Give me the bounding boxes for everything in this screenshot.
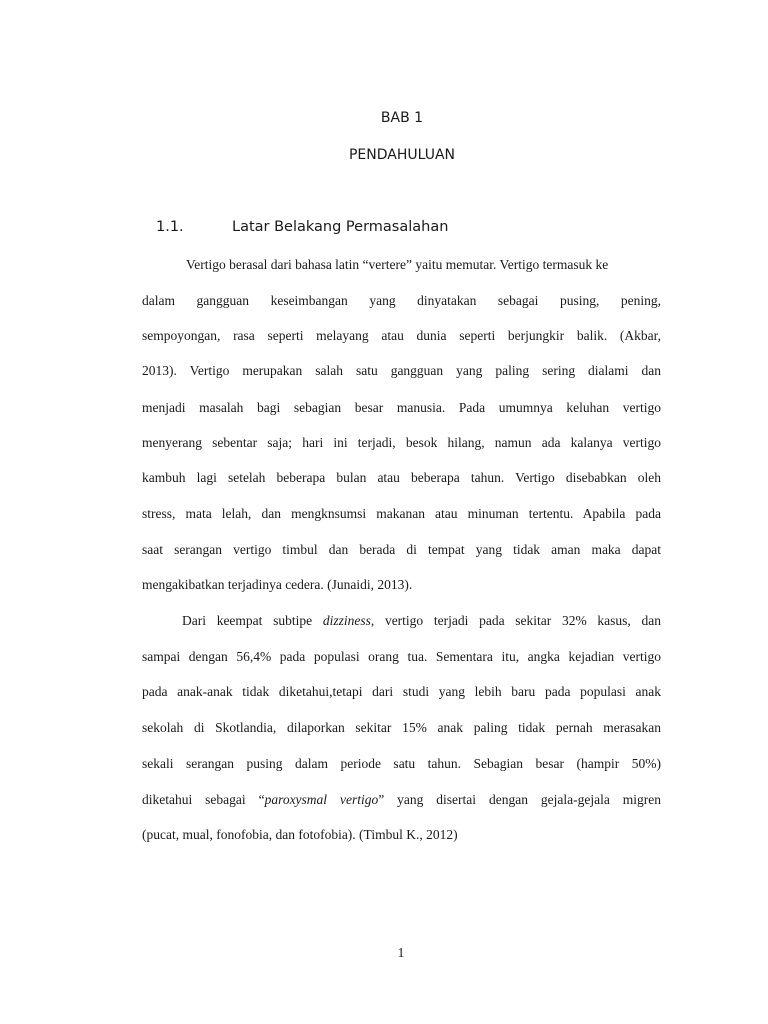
- text-line: [142, 790, 661, 810]
- text-line: kambuh lagi setelah beberapa bulan atau beberapa tahun. Vertigo disebabkan oleh: [142, 470, 661, 485]
- text-run: Dari keempat subtipe: [182, 613, 323, 628]
- text-line: Vertigo berasal dari bahasa latin “vertere” yaitu memutar. Vertigo termasuk ke: [186, 257, 609, 272]
- text-run: , vertigo terjadi pada sekitar 32% kasus, dan: [370, 613, 661, 628]
- text-line: sekali serangan pusing dalam periode satu tahun. Sebagian besar (hampir 50%): [142, 756, 661, 771]
- text-line: menjadi masalah bagi sebagian besar manusia. Pada umumnya keluhan vertigo: [142, 400, 661, 415]
- text-line: stress, mata lelah, dan mengknsumsi makanan atau minuman tertentu. Apabila pada: [142, 506, 661, 521]
- section-number: 1.1.: [156, 219, 184, 235]
- text-run: diketahui sebagai “: [142, 792, 265, 807]
- text-line: 2013). Vertigo merupakan salah satu gangguan yang paling sering dialami dan: [142, 363, 661, 378]
- text-line: saat serangan vertigo timbul dan berada di tempat yang tidak aman maka dapat: [142, 542, 661, 557]
- text-line: menyerang sebentar saja; hari ini terjadi, besok hilang, namun ada kalanya vertigo: [142, 435, 661, 450]
- text-line: sempoyongan, rasa seperti melayang atau dunia seperti berjungkir balik. (Akbar,: [142, 328, 661, 343]
- text-run: ” yang disertai dengan gejala-gejala migren: [378, 792, 661, 807]
- section-title: Latar Belakang Permasalahan: [232, 219, 449, 235]
- chapter-title: PENDAHULUAN: [348, 147, 456, 163]
- text-line: pada anak-anak tidak diketahui,tetapi dari studi yang lebih baru pada populasi anak: [142, 684, 661, 699]
- text-line: sampai dengan 56,4% pada populasi orang tua. Sementara itu, angka kejadian vertigo: [142, 649, 661, 664]
- chapter-label: BAB 1: [380, 110, 424, 126]
- italic-term: dizziness: [322, 613, 371, 628]
- text-line: [182, 611, 661, 631]
- page-number: 1: [397, 945, 405, 960]
- text-line: dalam gangguan keseimbangan yang dinyatakan sebagai pusing, pening,: [142, 293, 661, 308]
- text-line: mengakibatkan terjadinya cedera. (Junaidi, 2013).: [142, 577, 413, 592]
- text-line: sekolah di Skotlandia, dilaporkan sekitar 15% anak paling tidak pernah merasakan: [142, 720, 661, 735]
- italic-term: paroxysmal vertigo: [264, 792, 379, 807]
- text-line: (pucat, mual, fonofobia, dan fotofobia). (Timbul K., 2012): [142, 827, 458, 842]
